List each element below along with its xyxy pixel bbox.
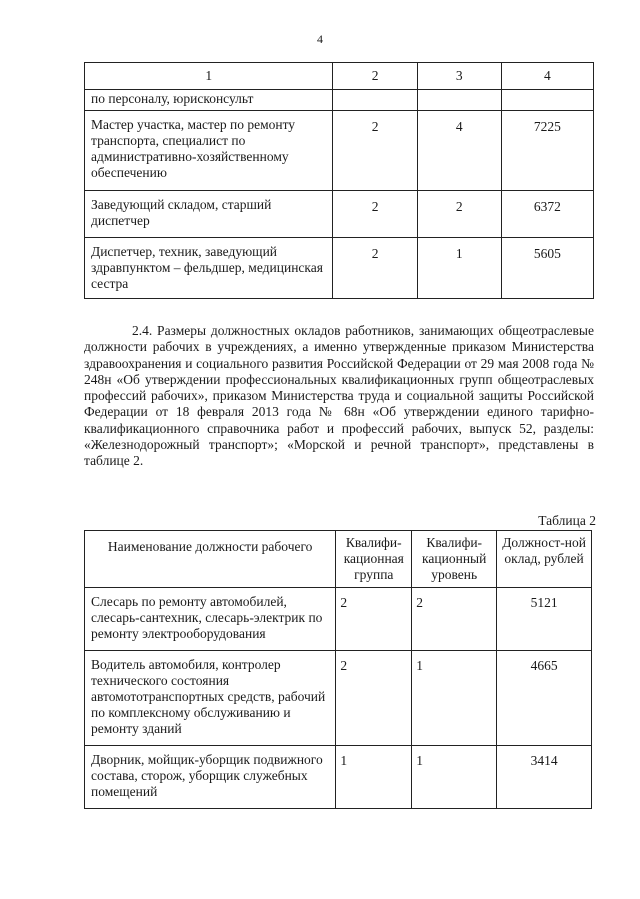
salary: 7225 xyxy=(501,111,593,191)
worker-salary-table xyxy=(84,530,592,809)
salary: 5605 xyxy=(501,238,593,299)
qualification-group: 2 xyxy=(333,191,417,238)
qualification-group: 2 xyxy=(336,651,412,746)
table-row xyxy=(85,238,594,299)
qualification-level: 2 xyxy=(412,588,497,651)
header-qualification-level: Квалифи-кационный уровень xyxy=(412,531,497,588)
qualification-level: 1 xyxy=(412,651,497,746)
table-row xyxy=(85,90,594,111)
qualification-level: 1 xyxy=(412,746,497,809)
position-name: Диспетчер, техник, заведующий здравпунктом – фельдшер, медицинская сестра xyxy=(85,238,333,299)
table-header-row xyxy=(85,531,592,588)
column-number-2: 2 xyxy=(333,63,417,90)
qualification-group: 2 xyxy=(336,588,412,651)
page-number: 4 xyxy=(317,32,323,46)
column-number-4: 4 xyxy=(501,63,593,90)
salary xyxy=(501,90,593,111)
position-name: по персоналу, юрисконсульт xyxy=(85,90,333,111)
table-caption: Таблица 2 xyxy=(538,513,596,528)
position-name: Заведующий складом, старший диспетчер xyxy=(85,191,333,238)
section-paragraph: 2.4. Размеры должностных окладов работников, занимающих общеотраслевые должности рабочих в учреждениях, а именно утвержденные приказом Министерства здравоохранения и социального развития Российской Федерации от 29 мая 2008 года № 248н «Об утверждении профессиональных квалификационных групп общеотраслевых профессий рабочих», приказом Министерства труда и социальной защиты Российской Федерации от 18 февраля 2013 года № 68н «Об утверждении единого тарифно-квалификационного справочника работ и профессий рабочих, выпуск 52, разделы: «Железнодорожный транспорт»; «Морской и речной транспорт», представлены в таблице 2. xyxy=(84,323,594,469)
qualification-level: 2 xyxy=(417,191,501,238)
positions-table-continued xyxy=(84,62,594,299)
qualification-group xyxy=(333,90,417,111)
qualification-group: 2 xyxy=(333,238,417,299)
qualification-level: 1 xyxy=(417,238,501,299)
position-name: Мастер участка, мастер по ремонту транспорта, специалист по административно-хозяйственному обеспечению xyxy=(85,111,333,191)
column-number-1: 1 xyxy=(85,63,333,90)
salary: 3414 xyxy=(497,746,592,809)
header-qualification-group: Квалифи-кационная группа xyxy=(336,531,412,588)
table-header-row xyxy=(85,63,594,90)
table-row xyxy=(85,746,592,809)
position-name: Водитель автомобиля, контролер технического состояния автомототранспортных средств, рабочий по комплексному обслуживанию и ремонту зданий xyxy=(85,651,336,746)
qualification-group: 2 xyxy=(333,111,417,191)
table-row xyxy=(85,651,592,746)
qualification-group: 1 xyxy=(336,746,412,809)
qualification-level xyxy=(417,90,501,111)
position-name: Дворник, мойщик-уборщик подвижного состава, сторож, уборщик служебных помещений xyxy=(85,746,336,809)
table-row xyxy=(85,588,592,651)
position-name: Слесарь по ремонту автомобилей, слесарь-сантехник, слесарь-электрик по ремонту электрооборудования xyxy=(85,588,336,651)
salary: 4665 xyxy=(497,651,592,746)
header-position-name: Наименование должности рабочего xyxy=(85,531,336,588)
table-row xyxy=(85,111,594,191)
header-salary: Должност-ной оклад, рублей xyxy=(497,531,592,588)
table-row xyxy=(85,191,594,238)
salary: 5121 xyxy=(497,588,592,651)
column-number-3: 3 xyxy=(417,63,501,90)
qualification-level: 4 xyxy=(417,111,501,191)
salary: 6372 xyxy=(501,191,593,238)
